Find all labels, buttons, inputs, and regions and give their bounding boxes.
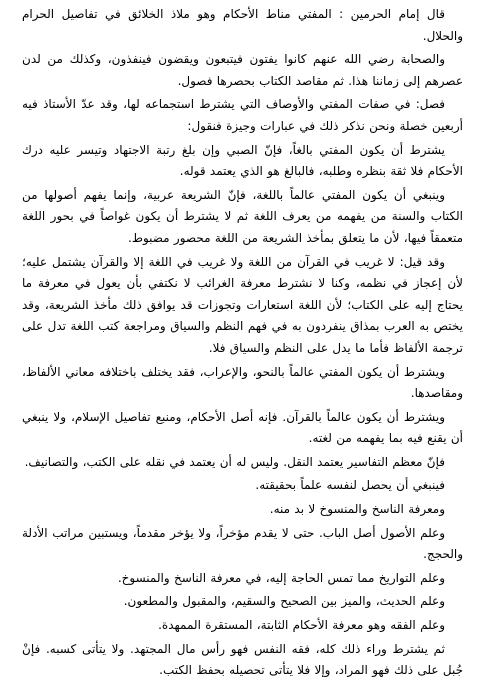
- paragraph-companions: والصحابة رضي الله عنهم كانوا يفتون فيتبعون ويقضون فينفذون، وكذلك من لدن عصرهم إلى زماننا هذا. ثم مقاصد الكتاب بحصرها فصول.: [22, 52, 463, 88]
- paragraph-quran-vocabulary: وقد قيل: لا غريب في القرآن من اللغة ولا غريب في اللغة إلا والقرآن يشتمل عليه؛ لأن إعجاز في نظمه، وكنا لا نشترط معرفة الغرائب لا نكتفي بأن يعول في معرفة ما يحتاج إليه على الكتاب؛ لأن اللغة استعارات وتجوزات قد يوافق ذلك مأخذ الشريعة، وقد يختص به العرب بمذاق ينفردون به في فهم النظم والسياق ومراجعة كتب اللغة تدل على ترجمة الألفاظ فأما ما يدل على النظم والسياق فلا.: [22, 254, 463, 355]
- paragraph-fiqh: وعلم الفقه وهو معرفة الأحكام الثابتة، المستقرة الممهدة.: [158, 618, 445, 633]
- paragraph-section-mufti-qualities: فصل: في صفات المفتي والأوصاف التي يشترط استجماعه لها، وقد عدّ الأستاذ فيه أربعين خصلة ونحن نذكر ذلك في عبارات وجيزة فنقول:: [22, 97, 463, 133]
- paragraph-language-knowledge: وينبغي أن يكون المفتي عالماً باللغة، فإنّ الشريعة عربية، وإنما يفهم أصولها من الكتاب والسنة من يفهمه من يعرف اللغة ثم لا يشترط أن يكون غواصاً في بحور اللغة متعمقاً فيها، لأن ما يتعلق بمأخذ الشريعة من اللغة محصور مضبوط.: [22, 187, 463, 245]
- paragraph-imam-haramayn-quote: قال إمام الحرمين : المفتي مناط الأحكام وهو ملاذ الخلائق في تفاصيل الحرام والحلال.: [22, 7, 463, 43]
- paragraph-grammar: ويشترط أن يكون المفتي عالماً بالنحو، والإعراب، فقد يختلف باختلافه معاني الألفاظ، ومقاصدها.: [22, 364, 463, 401]
- paragraph-quran-knowledge: ويشترط أن يكون عالماً بالقرآن. فإنه أصل الأحكام، ومنبع تفاصيل الإسلام، ولا ينبغي أن يقنع فيه بما يفهمه من لغته.: [22, 409, 463, 446]
- paragraph-history: وعلم التواريخ مما تمس الحاجة إليه، في معرفة الناسخ والمنسوخ.: [117, 570, 445, 585]
- paragraph-fiqh-al-nafs: ثم يشترط وراء ذلك كله، فقه النفس فهو رأس مال المجتهد. ولا يتأتى كسبه. فإنْ جُبل على ذلك فهو المراد، وإلا فلا يتأتى تحصيله بحفظ الكتب.: [22, 641, 463, 678]
- paragraph-puberty-condition: يشترط أن يكون المفتي بالغاً، فإنّ الصبي وإن بلغ رتبة الاجتهاد وتيسر عليه درك الأحكام فلا ثقة بنظره وطلبه، فالبالغ هو الذي يعتمد قوله.: [22, 142, 463, 179]
- paragraph-hadith: وعلم الحديث، والميز بين الصحيح والسقيم، والمقبول والمطعون.: [123, 594, 445, 609]
- paragraph-usul: وعلم الأصول أصل الباب. حتى لا يقدم مؤخراً، ولا يؤخر مقدماً، ويستبين مراتب الأدلة والحجج.: [22, 525, 463, 562]
- paragraph-tafsir-transmission: فإنّ معظم التفاسير يعتمد النقل. وليس له أن يعتمد في نقله على الكتب، والتصانيف.: [24, 454, 445, 469]
- paragraph-self-knowledge: فينبغي أن يحصل لنفسه علماً بحقيقته.: [255, 478, 445, 493]
- paragraph-abrogation: ومعرفة الناسخ والمنسوخ لا بد منه.: [269, 502, 445, 517]
